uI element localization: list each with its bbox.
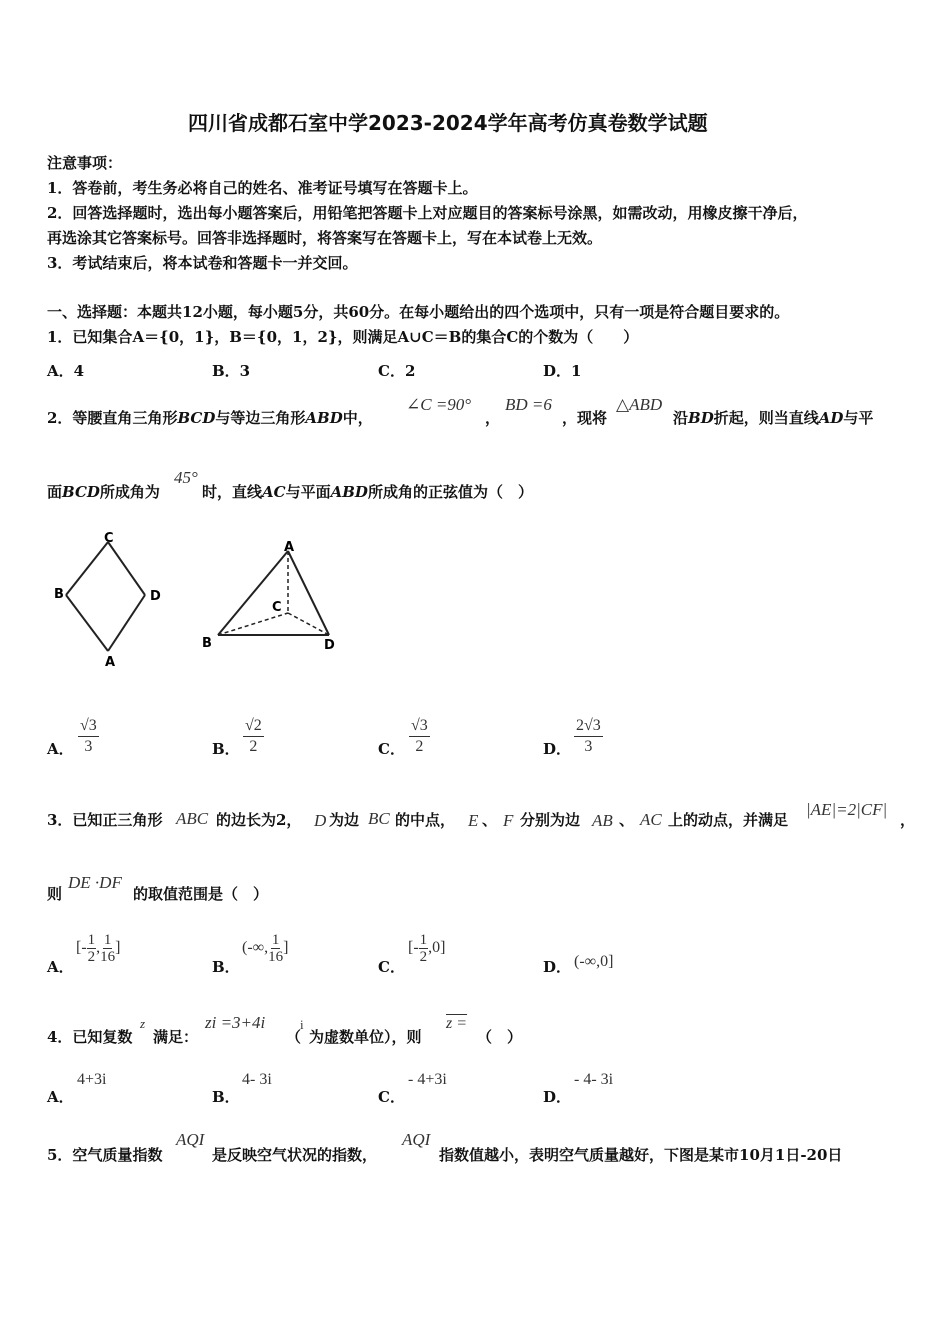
q1-option-a: A．4 xyxy=(47,362,85,380)
q2-option-c-label: C． xyxy=(378,740,405,758)
q3-option-c-value: [- $\frac{1}{2}$ ,0] xyxy=(408,932,446,965)
notice-item: 再选涂其它答案标号。回答非选择题时，将答案写在答题卡上，写在本试卷上无效。 xyxy=(47,229,603,247)
q3-text: 、 xyxy=(619,811,635,829)
q3-text: 为边 xyxy=(329,811,360,829)
math-equation: zi =3+4i xyxy=(205,1013,266,1032)
fig2-label-b: B xyxy=(202,636,212,651)
notice-item: 3．考试结束后，将本试卷和答题卡一并交回。 xyxy=(47,254,358,272)
q4-text: （ xyxy=(286,1028,302,1046)
q2-option-b-label: B． xyxy=(212,740,240,758)
math-f: F xyxy=(503,811,514,830)
math-bd-length: BD =6 xyxy=(505,395,552,414)
q4-option-a-label: A． xyxy=(47,1088,74,1106)
q4-option-b-value: 4- 3i xyxy=(242,1071,272,1088)
q4-option-d-value: - 4- 3i xyxy=(574,1071,614,1088)
q4-text: 满足： xyxy=(153,1028,199,1046)
math-condition: |AE|=2|CF| xyxy=(806,800,888,819)
question-1-stem: 1．已知集合A＝{0，1}，B＝{0，1，2}，则满足A∪C＝B的集合C的个数为（ ） xyxy=(47,328,639,346)
math-aqi: AQI xyxy=(402,1130,431,1149)
q3-text: 的中点， xyxy=(395,811,456,829)
q4-option-c-label: C． xyxy=(378,1088,405,1106)
q4-option-c-value: - 4+3i xyxy=(408,1071,447,1088)
math-ac: AC xyxy=(640,810,662,829)
q2-option-a-frac: $\frac{√3}{3}$ xyxy=(80,717,97,755)
q2-option-d-frac: $\frac{2√3}{3}$ xyxy=(576,717,601,755)
math-ab: AB xyxy=(592,811,613,830)
fig1-label-d: D xyxy=(150,589,161,604)
math-z-conjugate: z = xyxy=(446,1015,468,1032)
fig2-label-a: A xyxy=(284,540,295,555)
q4-option-b-label: B． xyxy=(212,1088,240,1106)
question-5-stem: 5．空气质量指数 xyxy=(47,1146,163,1164)
q3-option-c-label: C． xyxy=(378,958,405,976)
math-45-degree: 45° xyxy=(174,468,198,487)
q1-option-c: C．2 xyxy=(378,362,416,380)
section-heading: 一、选择题：本题共12小题，每小题5分，共60分。在每小题给出的四个选项中，只有一项是符合题目要求的。 xyxy=(47,303,790,321)
q3-text: 分别为边 xyxy=(520,811,581,829)
math-d: D xyxy=(314,811,327,830)
math-de-dot-df: DE ·DF xyxy=(68,873,122,892)
math-z: z xyxy=(140,1016,146,1031)
q5-text: 是反映空气状况的指数， xyxy=(212,1146,378,1164)
q2-option-c-frac: $\frac{√3}{2}$ xyxy=(411,717,428,755)
fig2-label-d: D xyxy=(324,638,335,653)
math-angle-c: ∠C =90° xyxy=(406,395,472,414)
q3-option-b-label: B． xyxy=(212,958,240,976)
math-triangle-abd: △ABD xyxy=(616,395,663,414)
question-4-stem: 4．已知复数 xyxy=(47,1028,133,1046)
question-2-stem-cont: 时，直线AC与平面ABD所成角的正弦值为（ ） xyxy=(202,483,533,501)
math-i: i xyxy=(300,1017,304,1032)
question-2-stem: 2．等腰直角三角形BCD与等边三角形ABD中， xyxy=(47,409,373,427)
fig1-label-c: C xyxy=(104,531,114,546)
q4-option-a-value: 4+3i xyxy=(77,1071,107,1088)
q3-text: 上的动点，并满足 xyxy=(668,811,789,829)
q3-option-a-value: [- $\frac{1}{2}$ , $\frac{1}{16}$ ] xyxy=(76,932,121,965)
q2-text: ，现将 xyxy=(562,409,608,427)
fig1-label-b: B xyxy=(54,587,64,602)
q2-figures xyxy=(48,525,348,675)
math-aqi: AQI xyxy=(176,1130,205,1149)
q2-option-d-label: D． xyxy=(543,740,572,758)
figure-tetrahedron xyxy=(202,540,335,653)
fig2-label-c: C xyxy=(272,600,282,615)
q2-text: 沿BD折起，则当直线AD与平 xyxy=(673,409,874,427)
q2-option-a-label: A． xyxy=(47,740,74,758)
notice-item: 1．答卷前，考生务必将自己的姓名、准考证号填写在答题卡上。 xyxy=(47,179,478,197)
q3-text: 的边长为2， xyxy=(216,811,302,829)
notice-heading: 注意事项： xyxy=(47,154,123,172)
q4-option-d-label: D． xyxy=(543,1088,572,1106)
question-3-stem-cont: 的取值范围是（ ） xyxy=(133,885,269,903)
q3-option-d-label: D． xyxy=(543,958,572,976)
question-3-stem: 3．已知正三角形 xyxy=(47,811,163,829)
fig1-label-a: A xyxy=(105,655,116,670)
q4-text: 为虚数单位），则 xyxy=(309,1028,422,1046)
q4-text: （ ） xyxy=(477,1028,523,1046)
page-title: 四川省成都石室中学2023-2024学年高考仿真卷数学试题 xyxy=(188,111,708,135)
q3-text: ， xyxy=(900,811,916,829)
q3-text: 、 xyxy=(482,811,498,829)
comma: ， xyxy=(485,409,501,427)
math-abc: ABC xyxy=(176,809,209,828)
notice-item: 2．回答选择题时，选出每小题答案后，用铅笔把答题卡上对应题目的答案标号涂黑，如需改动，用橡皮擦干净后， xyxy=(47,204,808,222)
q2-option-b-frac: $\frac{√2}{2}$ xyxy=(245,717,262,755)
q3-option-b-value: (-∞, $\frac{1}{16}$ ] xyxy=(242,932,289,965)
q3-option-a-label: A． xyxy=(47,958,74,976)
math-e: E xyxy=(468,811,479,830)
question-2-stem-cont: 面BCD所成角为 xyxy=(47,483,160,501)
q1-option-b: B．3 xyxy=(212,362,251,380)
figure-square-bcda xyxy=(54,531,161,670)
q1-option-d: D．1 xyxy=(543,362,582,380)
q3-option-d-value: (-∞,0] xyxy=(574,953,614,970)
q5-text: 指数值越小，表明空气质量越好，下图是某市10月1日-20日 xyxy=(439,1146,843,1164)
question-3-stem-cont: 则 xyxy=(47,885,63,903)
math-bc: BC xyxy=(368,809,390,828)
